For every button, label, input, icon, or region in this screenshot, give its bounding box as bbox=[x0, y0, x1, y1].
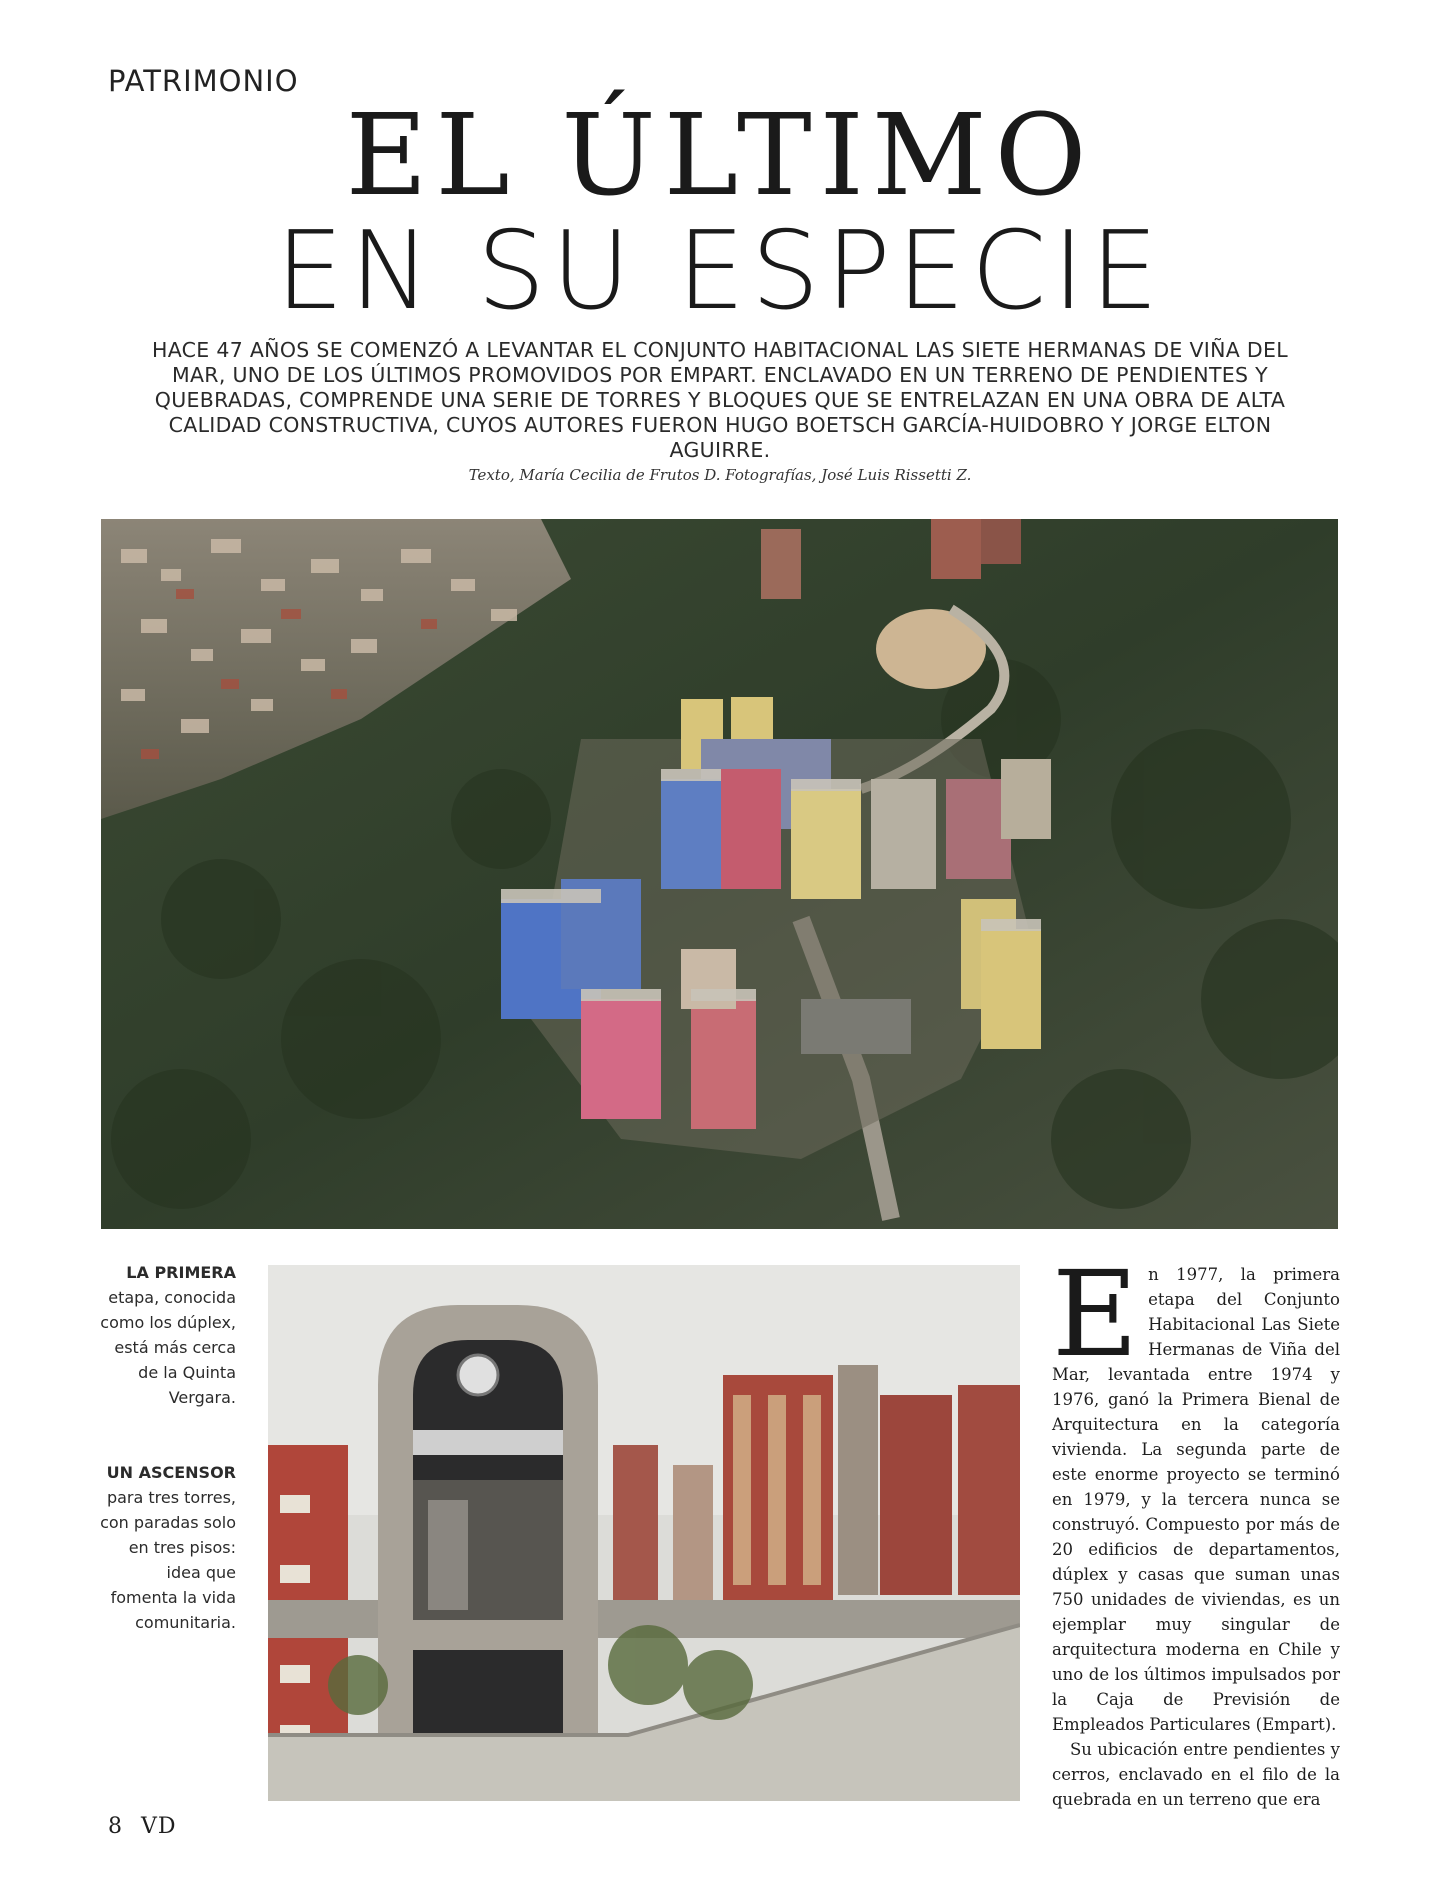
folio bbox=[108, 1814, 195, 1839]
article-body bbox=[1052, 1245, 1340, 1812]
section-label: PATRIMONIO bbox=[108, 64, 299, 98]
paragraph-1: n 1977, la primera etapa del Conjunto Habitacional Las Siete Hermanas de Viña del Mar, levantada entre 1974 y 1976, ganó la Primera Bienal de Arquitectura en la categoría vivienda. La segunda parte de este enorme proyecto se terminó en 1979, y la tercera nunca se construyó. Compuesto por más de 20 edificios de departamentos, dúplex y casas que suman unas 750 unidades de viviendas, es un ejemplar muy singular de arquitectura moderna en Chile y uno de los últimos impulsados por la Caja de Previsión de Empleados Particulares (Empart). bbox=[1052, 1265, 1340, 1734]
magazine-name: VD bbox=[141, 1814, 177, 1839]
credits: Texto, María Cecilia de Frutos D. Fotografías, José Luis Rissetti Z. bbox=[468, 466, 972, 484]
caption-text: para tres torres, con paradas solo en tres pisos: idea que fomenta la vida comunitaria. bbox=[100, 1488, 236, 1632]
headline-line-1: EL ÚLTIMO bbox=[345, 91, 1095, 221]
headline-line-2: EN SU ESPECIE bbox=[275, 209, 1165, 334]
page-number: 8 bbox=[108, 1814, 123, 1839]
caption-text: etapa, conocida como los dúplex, está más cerca de la Quinta Vergara. bbox=[100, 1288, 236, 1407]
caption-lead: UN ASCENSOR bbox=[106, 1463, 236, 1482]
caption-lead: LA PRIMERA bbox=[126, 1263, 236, 1282]
caption-elevator bbox=[100, 1460, 236, 1635]
elevator-tower-photo bbox=[268, 1265, 1020, 1801]
caption-first-stage bbox=[100, 1260, 236, 1410]
paragraph-2: Su ubicación entre pendientes y cerros, enclavado en el filo de la quebrada en un terreno que era bbox=[1052, 1740, 1340, 1809]
drop-cap: E bbox=[1052, 1245, 1139, 1383]
aerial-photo bbox=[101, 519, 1338, 1229]
dek: HACE 47 AÑOS SE COMENZÓ A LEVANTAR EL CONJUNTO HABITACIONAL LAS SIETE HERMANAS DE VIÑA DEL MAR, UNO DE LOS ÚLTIMOS PROMOVIDOS POR EMPART. ENCLAVADO EN UN TERRENO DE PENDIENTES Y QUEBRADAS, COMPRENDE UNA SERIE DE TORRES Y BLOQUES QUE SE ENTRELAZAN EN UNA OBRA DE ALTA CALIDAD CONSTRUCTIVA, CUYOS AUTORES FUERON HUGO BOETSCH GARCÍA-HUIDOBRO Y JORGE ELTON AGUIRRE. bbox=[152, 338, 1288, 462]
